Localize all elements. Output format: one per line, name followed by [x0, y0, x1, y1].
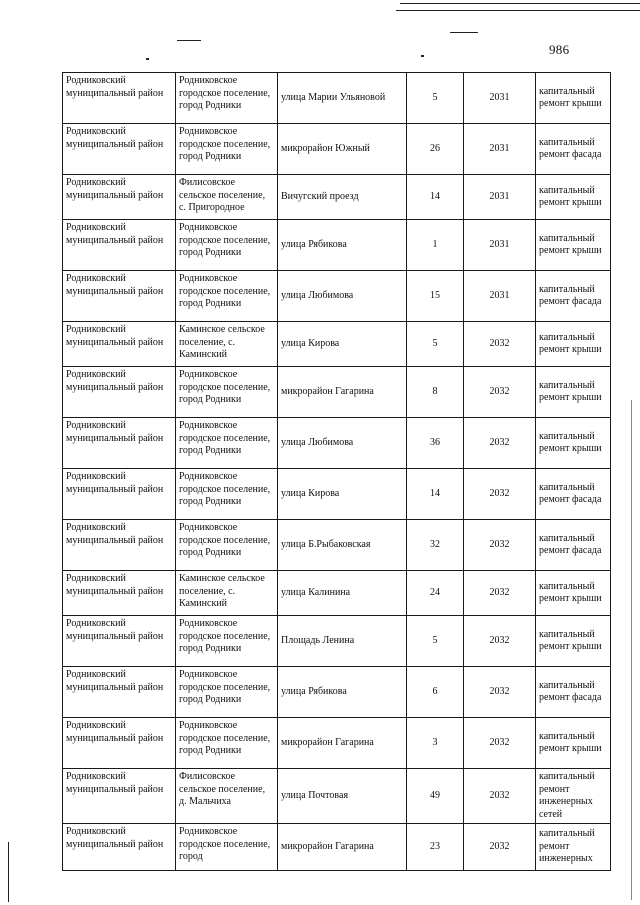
work-type-cell: капитальный ремонт крыши — [536, 220, 611, 271]
work-type-cell: капитальный ремонт крыши — [536, 418, 611, 469]
municipality-cell: Родниковский муниципальный район — [63, 73, 176, 124]
table-row — [63, 271, 611, 322]
table-row — [63, 571, 611, 616]
year-cell: 2031 — [464, 124, 536, 175]
settlement-cell: Филисовское сельское поселение, с. Пригородное — [176, 175, 278, 220]
year-cell: 2032 — [464, 718, 536, 769]
table-row — [63, 718, 611, 769]
settlement-cell: Родниковское городское поселение, город Родники — [176, 124, 278, 175]
street-cell: микрорайон Гагарина — [278, 367, 407, 418]
street-cell: улица Любимова — [278, 418, 407, 469]
settlement-cell: Родниковское городское поселение, город Родники — [176, 616, 278, 667]
street-cell: микрорайон Южный — [278, 124, 407, 175]
year-cell: 2031 — [464, 73, 536, 124]
municipality-cell: Родниковский муниципальный район — [63, 520, 176, 571]
street-cell: микрорайон Гагарина — [278, 718, 407, 769]
street-cell: улица Любимова — [278, 271, 407, 322]
settlement-cell: Родниковское городское поселение, город Родники — [176, 718, 278, 769]
house-number-cell: 23 — [407, 824, 464, 871]
scan-dot-2 — [421, 55, 424, 57]
municipality-cell: Родниковский муниципальный район — [63, 718, 176, 769]
table-row — [63, 520, 611, 571]
table-row — [63, 367, 611, 418]
municipality-cell: Родниковский муниципальный район — [63, 271, 176, 322]
year-cell: 2032 — [464, 367, 536, 418]
municipality-cell: Родниковский муниципальный район — [63, 571, 176, 616]
work-type-cell: капитальный ремонт инженерных сетей — [536, 769, 611, 824]
scan-dot — [146, 58, 149, 60]
year-cell: 2032 — [464, 769, 536, 824]
work-type-cell: капитальный ремонт фасада — [536, 520, 611, 571]
work-type-cell: капитальный ремонт крыши — [536, 571, 611, 616]
street-cell: улица Рябикова — [278, 667, 407, 718]
work-type-cell: капитальный ремонт фасада — [536, 124, 611, 175]
house-number-cell: 6 — [407, 667, 464, 718]
house-number-cell: 36 — [407, 418, 464, 469]
table-row — [63, 418, 611, 469]
table-row — [63, 322, 611, 367]
municipality-cell: Родниковский муниципальный район — [63, 769, 176, 824]
year-cell: 2032 — [464, 667, 536, 718]
street-cell: улица Марии Ульяновой — [278, 73, 407, 124]
settlement-cell: Родниковское городское поселение, город Родники — [176, 520, 278, 571]
work-type-cell: капитальный ремонт крыши — [536, 616, 611, 667]
page-number: 986 — [549, 42, 570, 57]
work-type-cell: капитальный ремонт фасада — [536, 271, 611, 322]
table-row — [63, 616, 611, 667]
settlement-cell: Родниковское городское поселение, город Родники — [176, 73, 278, 124]
scan-line-right — [631, 400, 632, 900]
scan-mark-top-2 — [450, 32, 478, 33]
street-cell: улица Рябикова — [278, 220, 407, 271]
year-cell: 2032 — [464, 824, 536, 871]
repair-schedule-table — [62, 72, 611, 871]
municipality-cell: Родниковский муниципальный район — [63, 469, 176, 520]
settlement-cell: Филисовское сельское поселение, д. Мальчиха — [176, 769, 278, 824]
work-type-cell: капитальный ремонт крыши — [536, 718, 611, 769]
house-number-cell: 14 — [407, 469, 464, 520]
work-type-cell: капитальный ремонт крыши — [536, 367, 611, 418]
street-cell: улица Б.Рыбаковская — [278, 520, 407, 571]
house-number-cell: 5 — [407, 73, 464, 124]
settlement-cell: Родниковское городское поселение, город Родники — [176, 220, 278, 271]
settlement-cell: Каминское сельское поселение, с. Каминский — [176, 322, 278, 367]
work-type-cell: капитальный ремонт крыши — [536, 73, 611, 124]
settlement-cell: Родниковское городское поселение, город Родники — [176, 418, 278, 469]
settlement-cell: Родниковское городское поселение, город — [176, 824, 278, 871]
municipality-cell: Родниковский муниципальный район — [63, 175, 176, 220]
scan-mark-top — [177, 40, 201, 41]
table-row — [63, 469, 611, 520]
house-number-cell: 24 — [407, 571, 464, 616]
year-cell: 2032 — [464, 571, 536, 616]
year-cell: 2032 — [464, 520, 536, 571]
table-row — [63, 824, 611, 871]
work-type-cell: капитальный ремонт крыши — [536, 322, 611, 367]
settlement-cell: Родниковское городское поселение, город Родники — [176, 667, 278, 718]
street-cell: микрорайон Гагарина — [278, 824, 407, 871]
municipality-cell: Родниковский муниципальный район — [63, 220, 176, 271]
municipality-cell: Родниковский муниципальный район — [63, 367, 176, 418]
municipality-cell: Родниковский муниципальный район — [63, 322, 176, 367]
year-cell: 2032 — [464, 469, 536, 520]
house-number-cell: 14 — [407, 175, 464, 220]
settlement-cell: Родниковское городское поселение, город Родники — [176, 469, 278, 520]
work-type-cell: капитальный ремонт инженерных — [536, 824, 611, 871]
work-type-cell: капитальный ремонт крыши — [536, 175, 611, 220]
street-cell: Вичугский проезд — [278, 175, 407, 220]
year-cell: 2032 — [464, 616, 536, 667]
settlement-cell: Родниковское городское поселение, город Родники — [176, 271, 278, 322]
scan-line-top-right-2 — [396, 10, 640, 11]
table-row — [63, 220, 611, 271]
street-cell: улица Калинина — [278, 571, 407, 616]
municipality-cell: Родниковский муниципальный район — [63, 418, 176, 469]
work-type-cell: капитальный ремонт фасада — [536, 469, 611, 520]
street-cell: улица Кирова — [278, 322, 407, 367]
street-cell: Площадь Ленина — [278, 616, 407, 667]
house-number-cell: 5 — [407, 322, 464, 367]
house-number-cell: 5 — [407, 616, 464, 667]
house-number-cell: 3 — [407, 718, 464, 769]
year-cell: 2031 — [464, 271, 536, 322]
house-number-cell: 26 — [407, 124, 464, 175]
year-cell: 2031 — [464, 175, 536, 220]
scan-line-top-right — [400, 3, 640, 4]
municipality-cell: Родниковский муниципальный район — [63, 616, 176, 667]
table-row — [63, 124, 611, 175]
table-row — [63, 175, 611, 220]
house-number-cell: 8 — [407, 367, 464, 418]
street-cell: улица Кирова — [278, 469, 407, 520]
work-type-cell: капитальный ремонт фасада — [536, 667, 611, 718]
municipality-cell: Родниковский муниципальный район — [63, 667, 176, 718]
settlement-cell: Каминское сельское поселение, с. Каминский — [176, 571, 278, 616]
street-cell: улица Почтовая — [278, 769, 407, 824]
year-cell: 2032 — [464, 418, 536, 469]
scan-line-left-bottom — [8, 842, 9, 902]
house-number-cell: 1 — [407, 220, 464, 271]
table-body — [63, 73, 611, 871]
house-number-cell: 32 — [407, 520, 464, 571]
house-number-cell: 49 — [407, 769, 464, 824]
year-cell: 2032 — [464, 322, 536, 367]
table-row — [63, 769, 611, 824]
municipality-cell: Родниковский муниципальный район — [63, 824, 176, 871]
table-row — [63, 667, 611, 718]
settlement-cell: Родниковское городское поселение, город Родники — [176, 367, 278, 418]
municipality-cell: Родниковский муниципальный район — [63, 124, 176, 175]
house-number-cell: 15 — [407, 271, 464, 322]
year-cell: 2031 — [464, 220, 536, 271]
table-row — [63, 73, 611, 124]
